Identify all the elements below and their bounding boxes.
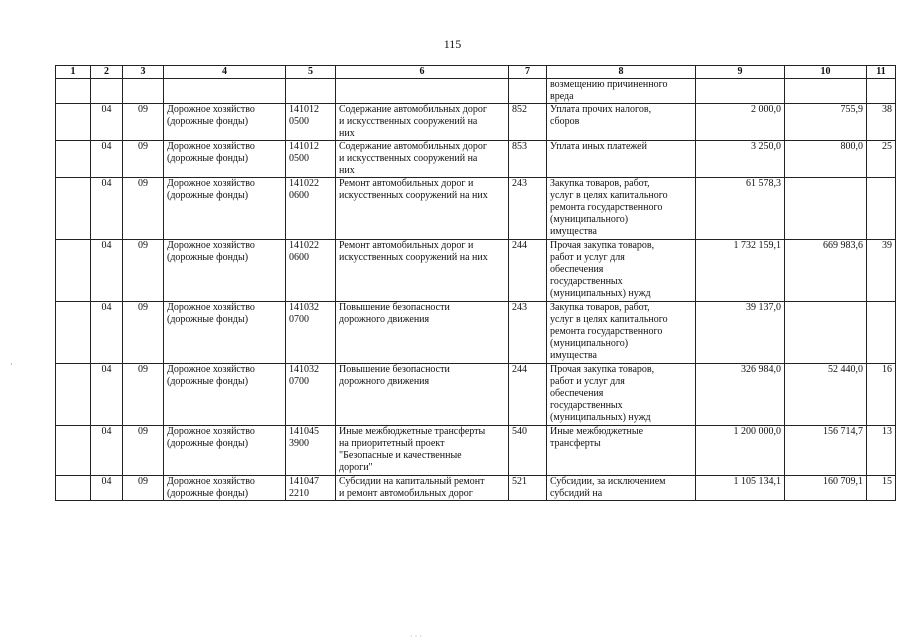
column-header-5: 5 — [286, 66, 336, 79]
cell-target-code-text: 141032 0700 — [289, 302, 319, 325]
cell-plan-amount — [696, 79, 785, 104]
cell-target-code — [286, 79, 336, 104]
cell-subsection — [123, 476, 164, 501]
cell-subsection — [123, 141, 164, 178]
cell-subsection-text: 09 — [138, 104, 148, 115]
cell-subsection — [123, 426, 164, 476]
cell-plan-amount-text: 3 250,0 — [751, 141, 781, 152]
cell-expense-name — [547, 178, 696, 240]
cell-executed-amount — [785, 104, 867, 141]
cell-target-code — [286, 141, 336, 178]
column-header-11: 11 — [867, 66, 896, 79]
cell-col1 — [56, 104, 91, 141]
cell-percent-text: 16 — [882, 364, 892, 375]
cell-executed-amount — [785, 302, 867, 364]
cell-target-code-text: 141012 0500 — [289, 141, 319, 164]
cell-section-name — [164, 104, 286, 141]
cell-target-name-text: Ремонт автомобильных дорог и искусственных сооружений на них — [339, 240, 488, 263]
cell-percent-text: 38 — [882, 104, 892, 115]
header-row — [56, 66, 896, 79]
cell-expense-type-text: 540 — [512, 426, 527, 437]
table-row — [56, 240, 896, 302]
cell-section — [91, 302, 123, 364]
cell-plan-amount — [696, 364, 785, 426]
cell-executed-amount-text: 669 983,6 — [823, 240, 863, 251]
cell-executed-amount — [785, 178, 867, 240]
cell-expense-name-text: Закупка товаров, работ, услуг в целях капитального ремонта государственного (муниципального) имущества — [550, 302, 668, 361]
cell-target-name-text: Ремонт автомобильных дорог и искусственных сооружений на них — [339, 178, 488, 201]
cell-section-name-text: Дорожное хозяйство (дорожные фонды) — [167, 178, 255, 201]
cell-subsection — [123, 79, 164, 104]
cell-col1 — [56, 178, 91, 240]
cell-target-code-text: 141032 0700 — [289, 364, 319, 387]
cell-section-text: 04 — [101, 104, 112, 115]
cell-executed-amount — [785, 141, 867, 178]
cell-section-name-text: Дорожное хозяйство (дорожные фонды) — [167, 302, 255, 325]
cell-section-text: 04 — [101, 364, 112, 375]
budget-table — [55, 65, 896, 501]
page-number: 115 — [443, 37, 462, 51]
cell-percent-text: 25 — [882, 141, 892, 152]
cell-col1 — [56, 364, 91, 426]
cell-expense-name-text: Субсидии, за исключением субсидий на — [550, 476, 666, 499]
cell-expense-name-text: Уплата иных платежей — [550, 141, 647, 152]
table-row — [56, 141, 896, 178]
cell-section-name-text: Дорожное хозяйство (дорожные фонды) — [167, 240, 255, 263]
cell-subsection — [123, 178, 164, 240]
cell-target-name — [336, 240, 509, 302]
cell-expense-name — [547, 302, 696, 364]
cell-expense-type — [509, 476, 547, 501]
cell-subsection — [123, 302, 164, 364]
cell-expense-type-text: 852 — [512, 104, 527, 115]
cell-expense-name — [547, 476, 696, 501]
cell-target-name-text: Повышение безопасности дорожного движения — [339, 302, 450, 325]
cell-expense-name — [547, 364, 696, 426]
cell-subsection — [123, 364, 164, 426]
cell-expense-type-text: 244 — [512, 240, 527, 251]
cell-section-name — [164, 364, 286, 426]
cell-target-code — [286, 178, 336, 240]
cell-expense-type — [509, 104, 547, 141]
cell-expense-type-text: 521 — [512, 476, 527, 487]
column-header-8: 8 — [547, 66, 696, 79]
cell-target-name — [336, 79, 509, 104]
cell-subsection-text: 09 — [138, 141, 148, 152]
cell-executed-amount — [785, 426, 867, 476]
cell-target-code-text: 141022 0600 — [289, 178, 319, 201]
cell-target-name — [336, 141, 509, 178]
cell-subsection-text: 09 — [138, 240, 148, 251]
cell-expense-name-text: Иные межбюджетные трансферты — [550, 426, 644, 449]
cell-plan-amount-text: 61 578,3 — [746, 178, 781, 189]
cell-target-name-text: Содержание автомобильных дорог и искусственных сооружений на них — [339, 104, 487, 139]
cell-subsection-text: 09 — [138, 476, 148, 487]
cell-section-text: 04 — [101, 240, 112, 251]
cell-executed-amount-text: 156 714,7 — [823, 426, 863, 437]
cell-subsection-text: 09 — [138, 364, 148, 375]
cell-subsection-text: 09 — [138, 426, 148, 437]
cell-col1 — [56, 476, 91, 501]
cell-section-text: 04 — [101, 302, 112, 313]
cell-executed-amount-text: 52 440,0 — [828, 364, 863, 375]
cell-col1 — [56, 302, 91, 364]
cell-percent — [867, 302, 896, 364]
cell-executed-amount — [785, 240, 867, 302]
cell-section-name — [164, 426, 286, 476]
cell-expense-type-text: 243 — [512, 178, 527, 189]
cell-section-name-text: Дорожное хозяйство (дорожные фонды) — [167, 364, 255, 387]
cell-target-code-text: 141022 0600 — [289, 240, 319, 263]
cell-target-name — [336, 178, 509, 240]
cell-section-name — [164, 79, 286, 104]
cell-subsection-text: 09 — [138, 178, 148, 189]
cell-section-name-text: Дорожное хозяйство (дорожные фонды) — [167, 476, 255, 499]
cell-expense-name-text: Прочая закупка товаров, работ и услуг для обеспечения государственных (муниципальных) нужд — [550, 240, 655, 299]
cell-executed-amount — [785, 476, 867, 501]
cell-col1 — [56, 141, 91, 178]
cell-expense-type — [509, 426, 547, 476]
cell-plan-amount — [696, 240, 785, 302]
cell-expense-name — [547, 104, 696, 141]
cell-plan-amount-text: 39 137,0 — [746, 302, 781, 313]
cell-plan-amount — [696, 104, 785, 141]
cell-expense-name-text: Закупка товаров, работ, услуг в целях капитального ремонта государственного (муниципального) имущества — [550, 178, 668, 237]
cell-executed-amount-text: 755,9 — [840, 104, 863, 115]
cell-percent — [867, 178, 896, 240]
cell-expense-name-text: возмещению причиненного вреда — [550, 79, 668, 102]
cell-section — [91, 104, 123, 141]
cell-target-name-text: Иные межбюджетные трансферты на приоритетный проект "Безопасные и качественные дороги" — [339, 426, 486, 473]
cell-col1 — [56, 240, 91, 302]
cell-section-text: 04 — [101, 476, 112, 487]
cell-target-code — [286, 302, 336, 364]
cell-section — [91, 178, 123, 240]
margin-mark: · — [10, 359, 13, 369]
cell-plan-amount-text: 2 000,0 — [751, 104, 781, 115]
table-row — [56, 104, 896, 141]
cell-subsection — [123, 240, 164, 302]
cell-plan-amount-text: 1 200 000,0 — [733, 426, 781, 437]
cell-expense-name-text: Уплата прочих налогов, сборов — [550, 104, 652, 127]
cell-percent — [867, 364, 896, 426]
table-row — [56, 364, 896, 426]
cell-percent — [867, 104, 896, 141]
cell-expense-name-text: Прочая закупка товаров, работ и услуг для обеспечения государственных (муниципальных) нужд — [550, 364, 655, 423]
cell-plan-amount-text: 326 984,0 — [741, 364, 781, 375]
cell-section-name-text: Дорожное хозяйство (дорожные фонды) — [167, 104, 255, 127]
cell-section — [91, 364, 123, 426]
cell-section-name — [164, 178, 286, 240]
cell-subsection — [123, 104, 164, 141]
cell-section — [91, 476, 123, 501]
column-header-9: 9 — [696, 66, 785, 79]
cell-section — [91, 240, 123, 302]
cell-percent — [867, 426, 896, 476]
cell-target-name-text: Повышение безопасности дорожного движения — [339, 364, 450, 387]
cell-executed-amount — [785, 364, 867, 426]
cell-percent — [867, 79, 896, 104]
cell-section-name — [164, 302, 286, 364]
cell-target-name — [336, 364, 509, 426]
cell-plan-amount — [696, 178, 785, 240]
cell-section-name — [164, 476, 286, 501]
column-header-6: 6 — [336, 66, 509, 79]
column-header-2: 2 — [91, 66, 123, 79]
column-header-1: 1 — [56, 66, 91, 79]
cell-target-code-text: 141045 3900 — [289, 426, 319, 449]
cell-percent — [867, 240, 896, 302]
cell-section-text: 04 — [101, 141, 112, 152]
scan-mark: · · · — [410, 632, 422, 641]
cell-subsection-text: 09 — [138, 302, 148, 313]
cell-percent — [867, 476, 896, 501]
cell-target-name-text: Субсидии на капитальный ремонт и ремонт автомобильных дорог — [339, 476, 485, 499]
cell-section-text: 04 — [101, 178, 112, 189]
cell-target-name-text: Содержание автомобильных дорог и искусственных сооружений на них — [339, 141, 487, 176]
cell-expense-type — [509, 178, 547, 240]
cell-plan-amount — [696, 302, 785, 364]
cell-target-name — [336, 426, 509, 476]
cell-plan-amount-text: 1 105 134,1 — [733, 476, 781, 487]
column-header-4: 4 — [164, 66, 286, 79]
cell-target-code — [286, 426, 336, 476]
cell-expense-type-text: 853 — [512, 141, 527, 152]
table-body — [56, 79, 896, 501]
cell-section-name — [164, 240, 286, 302]
cell-target-code-text: 141012 0500 — [289, 104, 319, 127]
column-header-10: 10 — [785, 66, 867, 79]
cell-target-code — [286, 476, 336, 501]
cell-expense-name — [547, 79, 696, 104]
cell-section — [91, 79, 123, 104]
cell-expense-type — [509, 141, 547, 178]
table-row — [56, 79, 896, 104]
cell-plan-amount — [696, 426, 785, 476]
cell-target-name — [336, 104, 509, 141]
cell-expense-type — [509, 240, 547, 302]
cell-plan-amount — [696, 141, 785, 178]
cell-expense-name — [547, 426, 696, 476]
cell-section — [91, 426, 123, 476]
cell-percent-text: 15 — [882, 476, 892, 487]
cell-target-name — [336, 302, 509, 364]
cell-percent-text: 39 — [882, 240, 892, 251]
cell-expense-type — [509, 79, 547, 104]
cell-section-name-text: Дорожное хозяйство (дорожные фонды) — [167, 426, 255, 449]
cell-percent-text: 13 — [882, 426, 892, 437]
cell-target-code — [286, 240, 336, 302]
cell-col1 — [56, 79, 91, 104]
cell-plan-amount — [696, 476, 785, 501]
cell-expense-name — [547, 240, 696, 302]
cell-expense-type — [509, 364, 547, 426]
table-row — [56, 426, 896, 476]
cell-executed-amount-text: 160 709,1 — [823, 476, 863, 487]
cell-executed-amount — [785, 79, 867, 104]
cell-plan-amount-text: 1 732 159,1 — [733, 240, 781, 251]
cell-target-code — [286, 104, 336, 141]
cell-expense-type — [509, 302, 547, 364]
column-header-3: 3 — [123, 66, 164, 79]
cell-target-code — [286, 364, 336, 426]
table-row — [56, 178, 896, 240]
cell-expense-type-text: 244 — [512, 364, 527, 375]
table-row — [56, 302, 896, 364]
cell-expense-name — [547, 141, 696, 178]
column-header-7: 7 — [509, 66, 547, 79]
cell-percent — [867, 141, 896, 178]
cell-section-text: 04 — [101, 426, 112, 437]
cell-target-code-text: 141047 2210 — [289, 476, 319, 499]
cell-expense-type-text: 243 — [512, 302, 527, 313]
cell-section-name-text: Дорожное хозяйство (дорожные фонды) — [167, 141, 255, 164]
cell-col1 — [56, 426, 91, 476]
cell-section — [91, 141, 123, 178]
table-row — [56, 476, 896, 501]
cell-target-name — [336, 476, 509, 501]
cell-executed-amount-text: 800,0 — [840, 141, 863, 152]
cell-section-name — [164, 141, 286, 178]
